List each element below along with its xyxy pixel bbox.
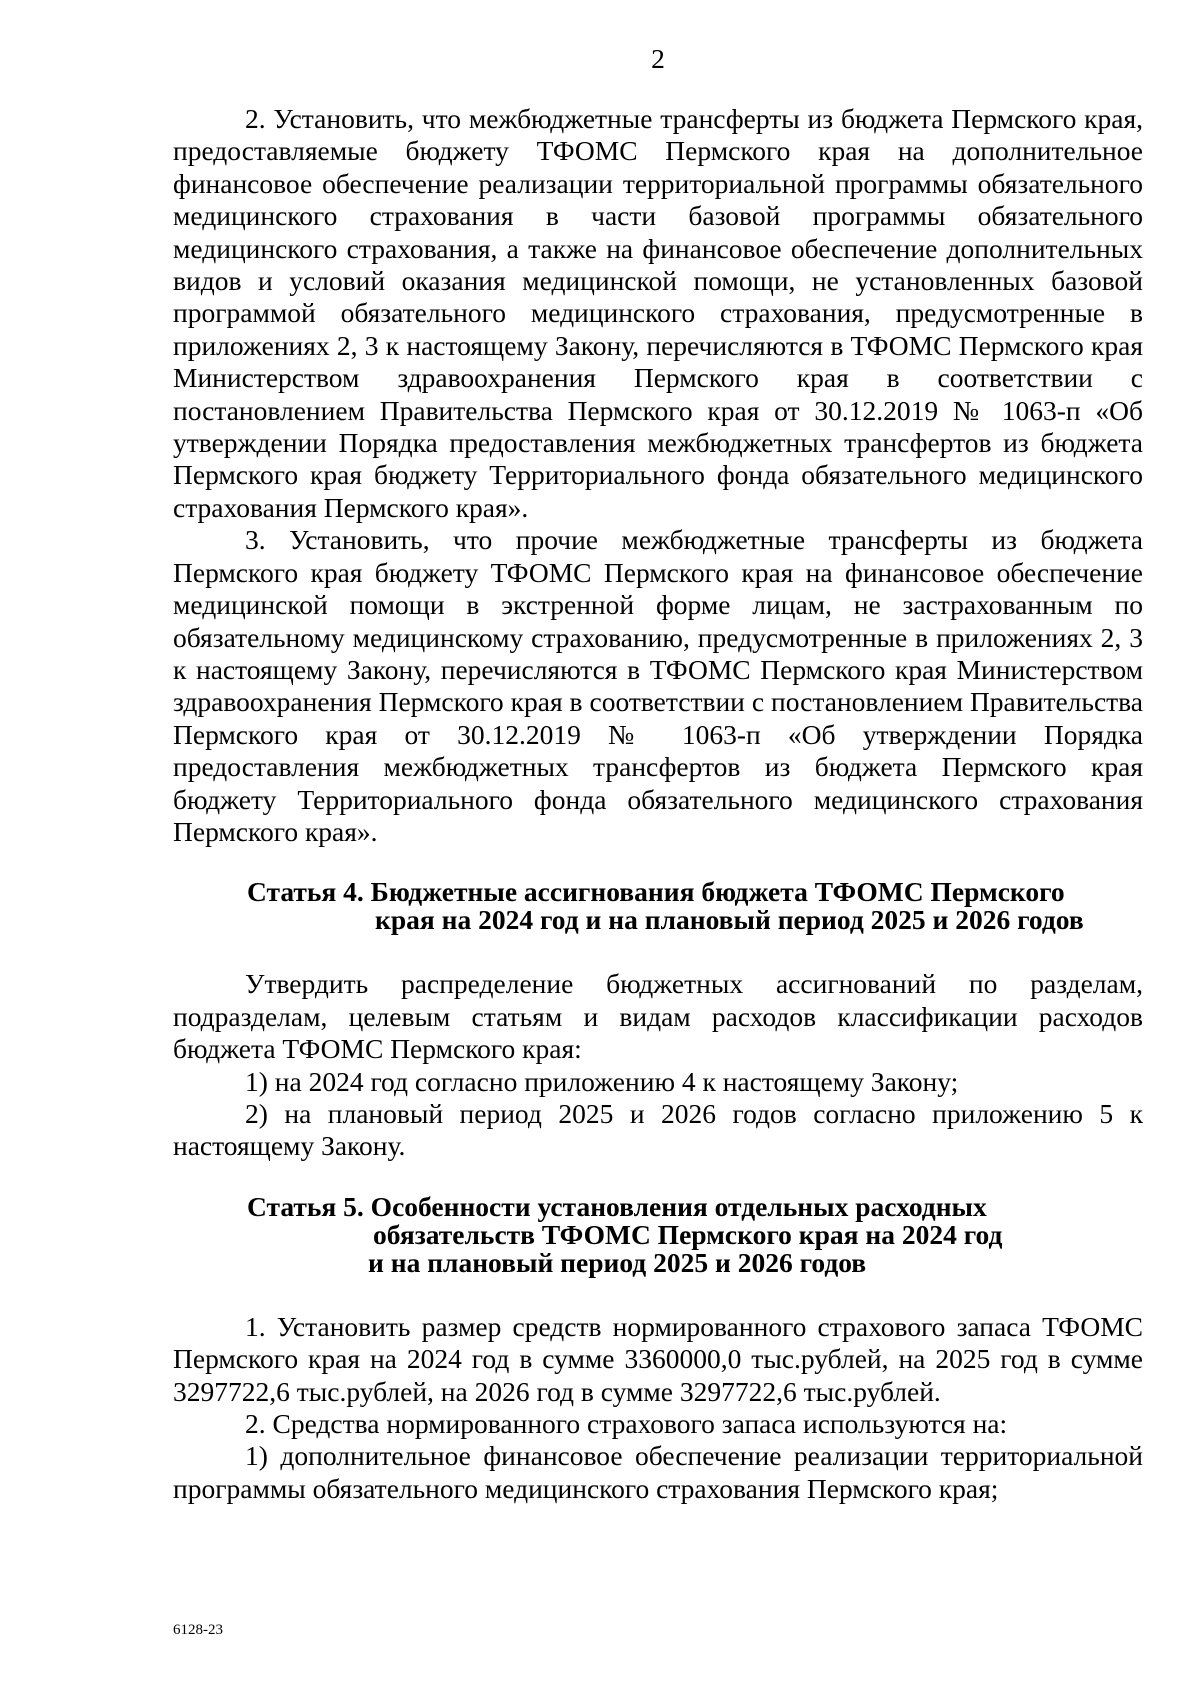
page-number: 2	[651, 43, 665, 74]
paragraph-3: 3. Установить, что прочие межбюджетные трансферты из бюджета Пермского края бюджету ТФОМС Пермского края на финансовое обеспечение медицинской помощи в экстренной форме лицам, не застрахованным по обязательному медицинскому страхованию, предусмотренные в приложениях 2, 3 к настоящему Закону, перечисляются в ТФОМС Пермского края Министерством здравоохранения Пермского края в соответствии с постановлением Правительства Пермского края от 30.12.2019 № 1063-п «Об утверждении Порядка предоставления межбюджетных трансфертов из бюджета Пермского края бюджету Территориального фонда обязательного медицинского страхования Пермского края».	[173, 524, 1143, 847]
paragraph-item-2024: 1) на 2024 год согласно приложению 4 к настоящему Закону;	[245, 1065, 959, 1097]
article-5-heading-line1: Статья 5. Особенности установления отдельных расходных	[247, 1190, 987, 1222]
paragraph-2: 2. Установить, что межбюджетные трансферты из бюджета Пермского края, предоставляемые бюджету ТФОМС Пермского края на дополнительное финансовое обеспечение реализации территориальной программы обязательного медицинского страхования в части базовой программы обязательного медицинского страхования, а также на финансовое обеспечение дополнительных видов и условий оказания медицинской помощи, не установленных базовой программой обязательного медицинского страхования, предусмотренные в приложениях 2, 3 к настоящему Закону, перечисляются в ТФОМС Пермского края Министерством здравоохранения Пермского края в соответствии с постановлением Правительства Пермского края от 30.12.2019 № 1063-п «Об утверждении Порядка предоставления межбюджетных трансфертов из бюджета Пермского края бюджету Территориального фонда обязательного медицинского страхования Пермского края».	[173, 103, 1143, 523]
article-5-heading-line3: и на плановый период 2025 и 2026 годов	[368, 1246, 867, 1278]
article-5-heading	[247, 1190, 1143, 1278]
paragraph-item-planned: 2) на плановый период 2025 и 2026 годов согласно приложению 5 к настоящему Закону.	[173, 1097, 1143, 1162]
paragraph-reserve-use: 2. Средства нормированного страхового запаса используются на:	[245, 1408, 1008, 1439]
paragraph-approve: Утвердить распределение бюджетных ассигнований по разделам, подразделам, целевым статьям и видам расходов классификации расходов бюджета ТФОМС Пермского края:	[173, 968, 1143, 1065]
article-4-heading-line1: Статья 4. Бюджетные ассигнования бюджета ТФОМС Пермского	[247, 876, 1065, 908]
article-4-heading	[247, 878, 1143, 934]
document-code: 6128-23	[173, 1622, 223, 1638]
article-4-heading-line2: края на 2024 год и на плановый период 2025 и 2026 годов	[375, 904, 1084, 936]
document-body	[173, 103, 1143, 1505]
paragraph-reserve-size: 1. Установить размер средств нормированного страхового запаса ТФОМС Пермского края на 2024 год в сумме 3360000,0 тыс.рублей, на 2025 год в сумме 3297722,6 тыс.рублей, на 2026 год в сумме 3297722,6 тыс.рублей.	[173, 1310, 1143, 1407]
article-5-heading-line2: обязательств ТФОМС Пермского края на 2024 год	[373, 1218, 1003, 1250]
paragraph-reserve-item-1: 1) дополнительное финансовое обеспечение реализации территориальной программы обязательного медицинского страхования Пермского края;	[173, 1440, 1143, 1504]
